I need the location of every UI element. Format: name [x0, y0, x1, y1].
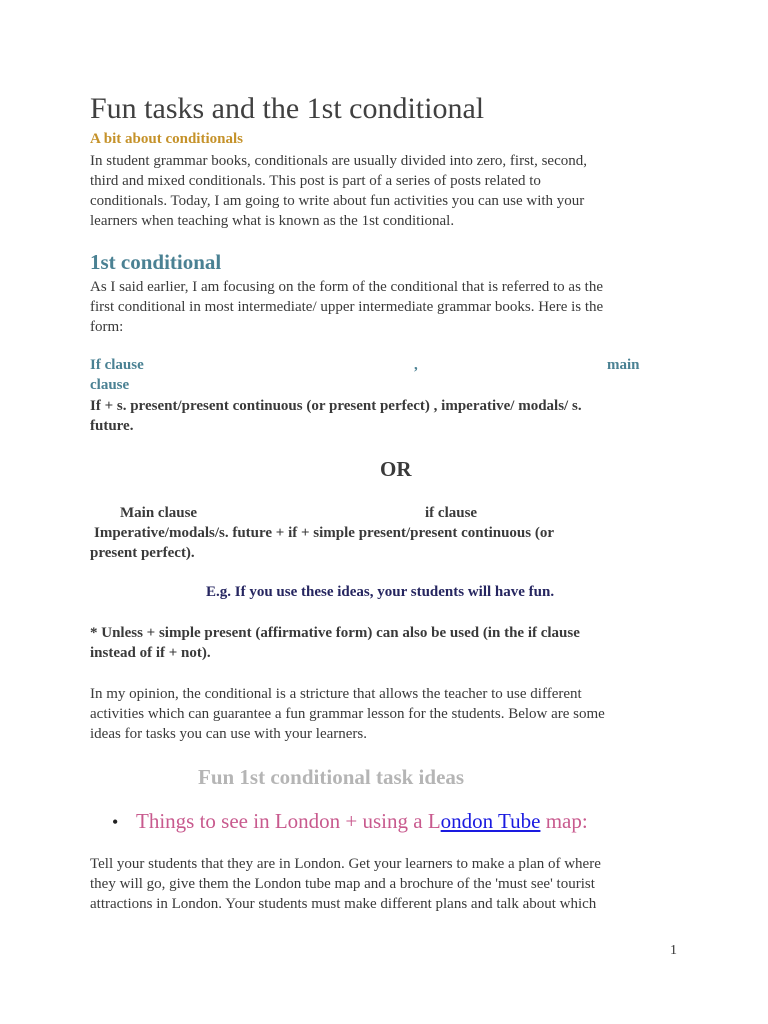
london-tube-link[interactable]: ondon Tube [440, 809, 541, 833]
form1-clause-label: clause [90, 377, 130, 393]
bullet-text-before: Things to see in London + using a L [136, 809, 441, 833]
opinion-paragraph [90, 684, 680, 744]
document-title: Fun tasks and the 1st conditional [90, 92, 485, 125]
or-separator: OR [380, 457, 412, 481]
section-heading-about-conditionals: A bit about conditionals [90, 131, 243, 147]
bullet-text-after: map: [540, 809, 588, 833]
paragraph-line: learners when teaching what is known as the 1st conditional. [90, 213, 455, 229]
tell-paragraph [90, 854, 680, 914]
paragraph-line: In my opinion, the conditional is a stricture that allows the teacher to use different [90, 686, 582, 702]
section-heading-1st-conditional: 1st conditional [90, 250, 222, 274]
form2-main-clause-label: Main clause [120, 505, 198, 521]
form1-if-clause-label: If clause [90, 357, 144, 373]
form2-formula-line1: Imperative/modals/s. future + if + simple present/present continuous (or [94, 525, 555, 541]
paragraph-line: first conditional in most intermediate/ upper intermediate grammar books. Here is the [90, 299, 604, 315]
unless-note-line2: instead of if + not). [90, 645, 211, 661]
paragraph-line: they will go, give them the London tube map and a brochure of the 'must see' tourist [90, 876, 595, 892]
form1-formula-line2: future. [90, 418, 134, 434]
example-sentence: E.g. If you use these ideas, your students will have fun. [206, 584, 555, 600]
page-number: 1 [670, 943, 677, 958]
paragraph-line: Tell your students that they are in London. Get your learners to make a plan of where [90, 856, 601, 872]
section-heading-task-ideas: Fun 1st conditional task ideas [198, 765, 465, 789]
paragraph-line: third and mixed conditionals. This post is part of a series of posts related to [90, 173, 541, 189]
bullet-icon: • [112, 812, 119, 832]
paragraph-line: ideas for tasks you can use with your learners. [90, 726, 368, 742]
first-conditional-paragraph [90, 277, 680, 337]
form1-comma: , [414, 357, 418, 373]
bullet-item-london [136, 809, 588, 834]
form1-main-label: main [607, 357, 640, 373]
intro-paragraph [90, 151, 680, 231]
paragraph-line: form: [90, 319, 124, 335]
paragraph-line: attractions in London. Your students must make different plans and talk about which [90, 896, 597, 912]
paragraph-line: As I said earlier, I am focusing on the form of the conditional that is referred to as the [90, 279, 603, 295]
unless-note-line1: * Unless + simple present (affirmative form) can also be used (in the if clause [90, 625, 580, 641]
paragraph-line: activities which can guarantee a fun grammar lesson for the students. Below are some [90, 706, 605, 722]
form2-if-clause-label: if clause [425, 505, 478, 521]
form2-formula-line2: present perfect). [90, 545, 195, 561]
paragraph-line: In student grammar books, conditionals are usually divided into zero, first, second, [90, 153, 587, 169]
form1-formula-line1: If + s. present/present continuous (or present perfect) , imperative/ modals/ s. [90, 398, 582, 414]
paragraph-line: conditionals. Today, I am going to write about fun activities you can use with your [90, 193, 585, 209]
